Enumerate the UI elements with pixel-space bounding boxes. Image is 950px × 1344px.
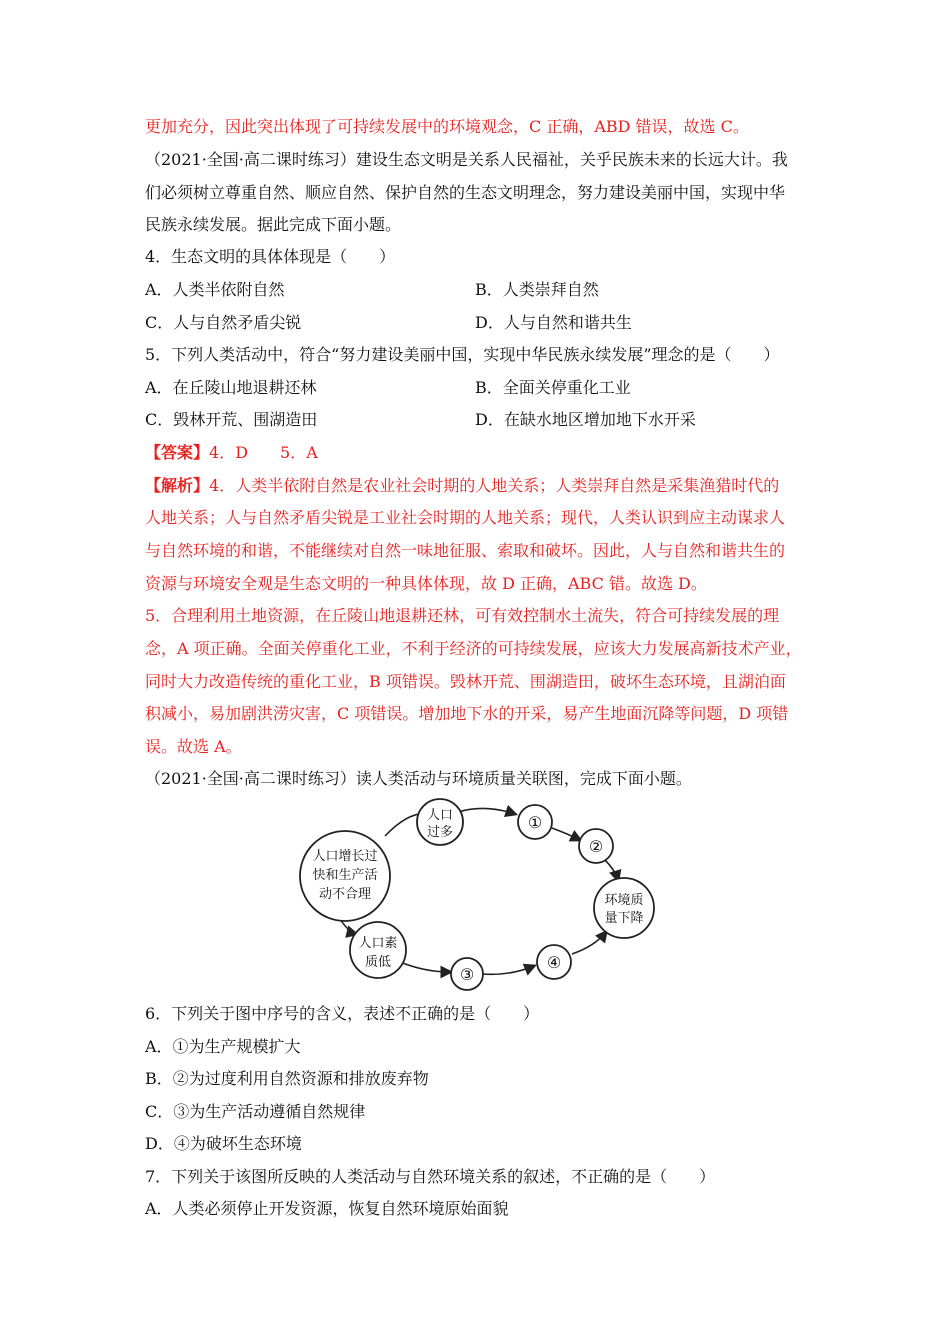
center-label-1: 人口增长过 [312, 849, 378, 864]
population-label-2: 过多 [426, 825, 454, 840]
question-5-option-b[interactable]: B．全面关停重化工业 [475, 378, 631, 397]
question-4-option-d[interactable]: D．人与自然和谐共生 [475, 313, 632, 332]
question-6-option-b[interactable]: B．②为过度利用自然资源和排放废弃物 [145, 1069, 429, 1088]
question-5-option-a[interactable]: A．在丘陵山地退耕还林 [145, 378, 317, 397]
question-7-stem: 7．下列关于该图所反映的人类活动与自然环境关系的叙述，不正确的是（ ） [145, 1167, 716, 1186]
low-quality-label-2: 质低 [364, 955, 392, 970]
analysis-line6: 念，A 项正确。全面关停重化工业，不利于经济的可持续发展，应该大力发展高新技术产业， [145, 639, 802, 658]
question-4-stem: 4．生态文明的具体体现是（ ） [145, 247, 396, 266]
node-1-label: ① [527, 813, 543, 832]
environment-circle [594, 878, 654, 938]
arrow-3-to-4 [482, 966, 534, 974]
center-label-3: 动不合理 [318, 887, 372, 902]
passage-intro-2: （2021·全国·高二课时练习）读人类活动与环境质量关联图，完成下面小题。 [145, 769, 692, 788]
analysis-line9: 误。故选 A。 [145, 737, 242, 756]
question-7-option-a[interactable]: A．人类必须停止开发资源，恢复自然环境原始面貌 [145, 1199, 509, 1218]
question-6-option-d[interactable]: D．④为破坏生态环境 [145, 1134, 302, 1153]
passage-intro-line2: 们必须树立尊重自然、顺应自然、保护自然的生态文明理念，努力建设美丽中国，实现中华 [145, 183, 786, 202]
node-2-label: ② [588, 837, 604, 856]
population-label-1: 人口 [426, 808, 454, 823]
arrow-4-to-env [572, 932, 606, 954]
node-4-label: ④ [546, 953, 562, 972]
node-3-label: ③ [459, 965, 475, 984]
question-5-stem: 5．下列人类活动中，符合“努力建设美丽中国，实现中华民族永续发展”理念的是（ ） [145, 345, 780, 364]
arrow-pop-to-1 [458, 808, 515, 814]
analysis-line8: 积减小，易加剧洪涝灾害，C 项错误。增加地下水的开采，易产生地面沉降等问题，D 项错 [145, 704, 789, 723]
arrow-low-to-3 [400, 962, 450, 972]
question-6-stem: 6．下列关于图中序号的含义，表述不正确的是（ ） [145, 1004, 540, 1023]
question-6-option-a[interactable]: A．①为生产规模扩大 [145, 1037, 301, 1056]
analysis-tag: 【解析】 [145, 476, 210, 495]
question-5-option-c[interactable]: C．毁林开荒、围湖造田 [145, 410, 318, 429]
analysis-line4: 资源与环境安全观是生态文明的一种具体体现，故 D 正确，ABC 错。故选 D。 [145, 574, 707, 593]
question-4-option-a[interactable]: A．人类半依附自然 [145, 280, 285, 299]
analysis-line7: 同时大力改造传统的重化工业，B 项错误。毁林开荒、围湖造田，破坏生态环境，且湖泊面 [145, 672, 786, 691]
question-5-option-d[interactable]: D．在缺水地区增加地下水开采 [475, 410, 696, 429]
analysis-line2: 人地关系；人与自然矛盾尖锐是工业社会时期的人地关系；现代，人类认识到应主动谋求人 [145, 508, 786, 527]
arrow-2-to-env [605, 860, 618, 880]
center-label-2: 快和生产活 [312, 868, 378, 883]
passage-intro-line1: （2021·全国·高二课时练习）建设生态文明是关系人民福祉，关乎民族未来的长远大计。我 [145, 150, 788, 169]
analysis-continuation: 更加充分，因此突出体现了可持续发展中的环境观念，C 正确，ABD 错误，故选 C。 [145, 117, 749, 136]
question-6-option-c[interactable]: C．③为生产活动遵循自然规律 [145, 1102, 366, 1121]
low-quality-label-1: 人口素 [358, 936, 398, 951]
passage-intro-line3: 民族永续发展。据此完成下面小题。 [145, 215, 402, 234]
analysis-line3: 与自然环境的和谐，不能继续对自然一味地征服、索取和破坏。因此，人与自然和谐共生的 [145, 541, 786, 560]
human-activity-environment-diagram [290, 796, 670, 996]
analysis-line1 [145, 476, 779, 496]
environment-label-2: 量下降 [604, 911, 644, 926]
answer-line [145, 443, 318, 463]
diagram-svg [290, 796, 670, 996]
analysis-text-1: 4．人类半依附自然是农业社会时期的人地关系；人类崇拜自然是采集渔猎时代的 [209, 476, 780, 495]
analysis-line5: 5．合理利用土地资源，在丘陵山地退耕还林，可有效控制水土流失，符合可持续发展的理 [145, 606, 780, 625]
answer-text: 4．D 5．A [209, 443, 318, 462]
answer-tag: 【答案】 [145, 443, 210, 462]
question-4-option-c[interactable]: C．人与自然矛盾尖锐 [145, 313, 302, 332]
arrow-1-to-2 [552, 828, 580, 840]
environment-label-1: 环境质 [604, 893, 644, 908]
question-4-option-b[interactable]: B．人类崇拜自然 [475, 280, 599, 299]
